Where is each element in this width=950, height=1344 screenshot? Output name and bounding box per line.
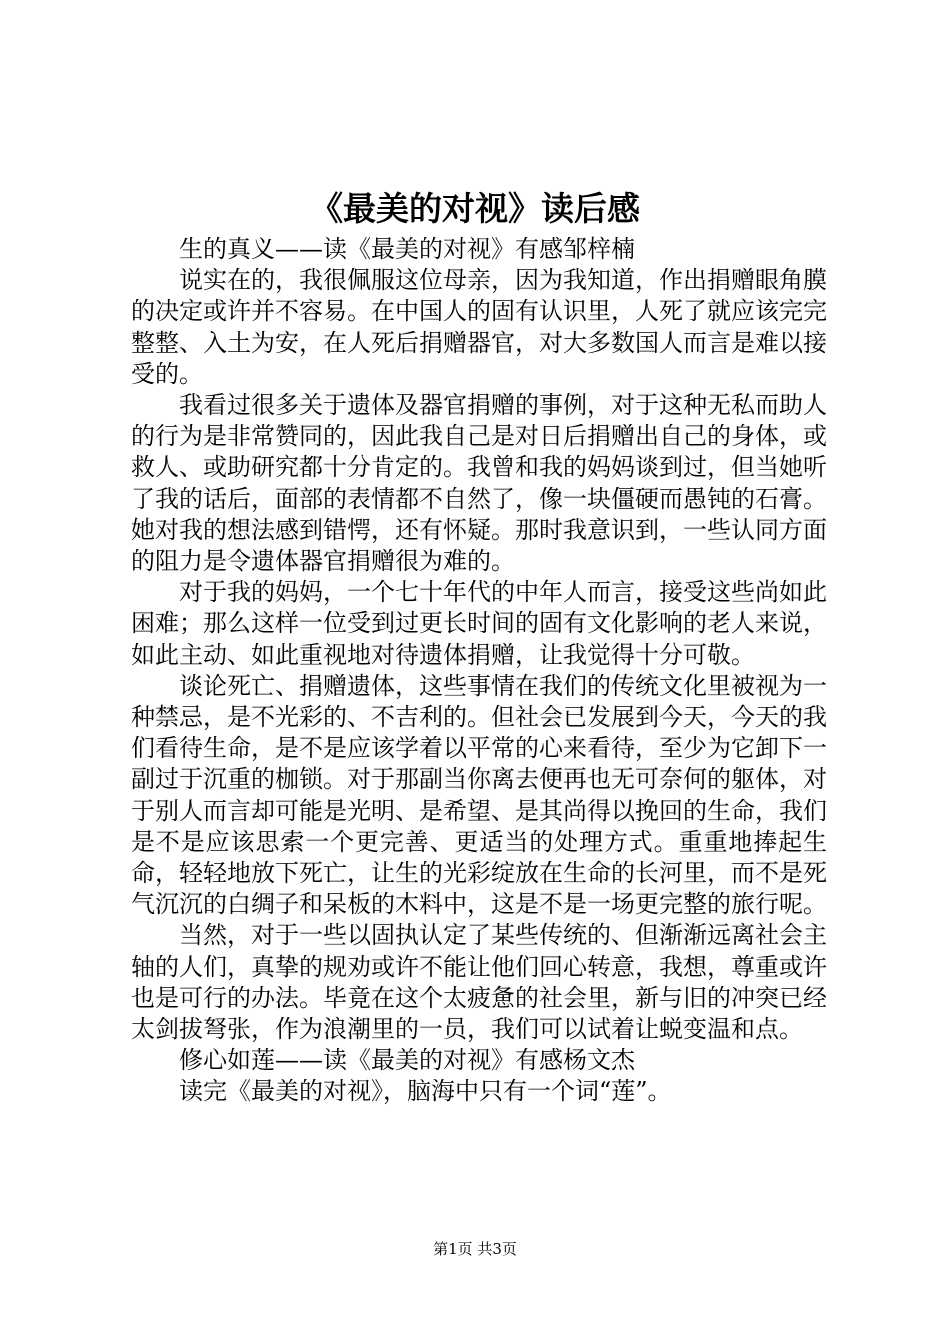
- paragraph-6: 当然，对于一些以固执认定了某些传统的、但渐渐远离社会主轴的人们，真挚的规劝或许不能让他们回心转意，我想，尊重或许也是可行的办法。毕竟在这个太疲惫的社会里，新与旧的冲突已经太剑拔弩张，作为浪潮里的一员，我们可以试着让蜕变温和点。: [131, 921, 827, 1044]
- paragraph-5: 谈论死亡、捐赠遗体，这些事情在我们的传统文化里被视为一种禁忌，是不光彩的、不吉利的。但社会已发展到今天，今天的我们看待生命，是不是应该学着以平常的心来看待，至少为它卸下一副过于沉重的枷锁。对于那副当你离去便再也无可奈何的躯体，对于别人而言却可能是光明、是希望、是其尚得以挽回的生命，我们是不是应该思索一个更完善、更适当的处理方式。重重地捧起生命，轻轻地放下死亡，让生的光彩绽放在生命的长河里，而不是死气沉沉的白绸子和呆板的木料中，这是不是一场更完整的旅行呢。: [131, 671, 827, 919]
- document-body: [131, 234, 827, 1108]
- page-footer: 第1页 共3页: [433, 1240, 517, 1258]
- document-title: 《最美的对视》读后感: [310, 189, 640, 228]
- paragraph-8: 读完《最美的对视》，脑海中只有一个词“莲”。: [179, 1077, 672, 1106]
- paragraph-3: 我看过很多关于遗体及器官捐赠的事例，对于这种无私而助人的行为是非常赞同的，因此我自己是对日后捐赠出自己的身体，或救人、或助研究都十分肯定的。我曾和我的妈妈谈到过，但当她听了我的话后，面部的表情都不自然了，像一块僵硬而愚钝的石膏。她对我的想法感到错愕，还有怀疑。那时我意识到，一些认同方面的阻力是令遗体器官捐赠很为难的。: [131, 391, 827, 576]
- paragraph-7: 修心如莲——读《最美的对视》有感杨文杰: [179, 1046, 635, 1075]
- paragraph-2: 说实在的，我很佩服这位母亲，因为我知道，作出捐赠眼角膜的决定或许并不容易。在中国人的固有认识里，人死了就应该完完整整、入土为安，在人死后捐赠器官，对大多数国人而言是难以接受的。: [131, 266, 827, 388]
- paragraph-1: 生的真义——读《最美的对视》有感邹梓楠: [179, 235, 635, 263]
- paragraph-4: 对于我的妈妈，一个七十年代的中年人而言，接受这些尚如此困难；那么这样一位受到过更长时间的固有文化影响的老人来说，如此主动、如此重视地对待遗体捐赠，让我觉得十分可敬。: [131, 578, 827, 669]
